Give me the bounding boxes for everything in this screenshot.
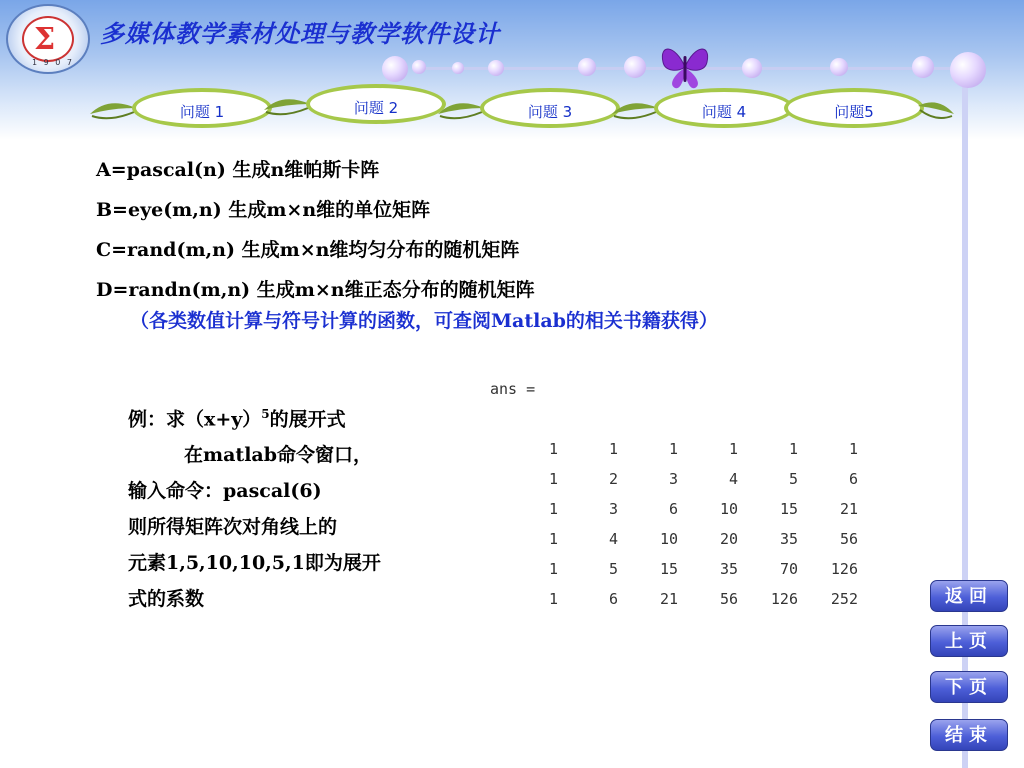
example-exponent: 5 — [261, 407, 270, 421]
tab-oval — [306, 84, 446, 124]
decor-bubble — [452, 62, 464, 74]
matrix-row — [498, 584, 858, 614]
matrix-cell: 1 — [548, 590, 558, 608]
matrix-cell: 10 — [659, 530, 678, 548]
tab-oval — [784, 88, 924, 128]
matrix-cell: 1 — [848, 440, 858, 458]
example-line-6: 式的系数 — [128, 588, 205, 611]
matrix-cell: 6 — [848, 470, 858, 488]
tab-oval — [480, 88, 620, 128]
tab-problem-3[interactable] — [436, 88, 626, 130]
function-line-pascal: A=pascal(n) 生成n维帕斯卡阵 — [96, 159, 380, 181]
matrix-cell: 15 — [779, 500, 798, 518]
matrix-cell: 252 — [830, 590, 858, 608]
matrix-row — [498, 464, 858, 494]
matrix-cell: 1 — [728, 440, 738, 458]
ans-label: ans = — [490, 380, 536, 398]
tab-label: 问题5 — [834, 103, 874, 121]
matrix-row — [498, 554, 858, 584]
example-line-4: 则所得矩阵次对角线上的 — [128, 516, 338, 539]
matrix-cell: 1 — [548, 500, 558, 518]
leaf-icon — [916, 94, 956, 124]
matrix-cell: 1 — [608, 440, 618, 458]
matrix-cell: 1 — [788, 440, 798, 458]
tab-label: 问题 2 — [353, 99, 399, 117]
leaf-icon — [436, 94, 486, 124]
decor-bubble — [912, 56, 934, 78]
example-prefix: 例：求（x+y） — [128, 408, 262, 431]
pascal-matrix — [498, 434, 858, 614]
matrix-row — [498, 494, 858, 524]
matrix-cell: 126 — [830, 560, 858, 578]
matrix-cell: 15 — [659, 560, 678, 578]
example-line-2: 在matlab命令窗口， — [184, 444, 373, 467]
matrix-row — [498, 524, 858, 554]
leaf-icon — [610, 94, 660, 124]
example-text — [128, 396, 381, 617]
back-button[interactable]: 返回 — [930, 580, 1008, 612]
matrix-cell: 1 — [548, 470, 558, 488]
matrix-row — [498, 434, 858, 464]
function-line-randn: D=randn(m,n) 生成m×n维正态分布的随机矩阵 — [96, 279, 535, 301]
matrix-cell: 1 — [548, 440, 558, 458]
topic-tabs — [88, 82, 958, 134]
function-list — [96, 150, 535, 310]
school-logo — [6, 4, 90, 74]
matrix-cell: 35 — [719, 560, 738, 578]
matrix-cell: 70 — [779, 560, 798, 578]
tab-problem-2[interactable] — [262, 84, 452, 126]
decor-bubble — [624, 56, 646, 78]
matrix-cell: 4 — [728, 470, 738, 488]
course-title: 多媒体教学素材处理与教学软件设计 — [100, 20, 500, 48]
matrix-cell: 21 — [659, 590, 678, 608]
matrix-cell: 1 — [668, 440, 678, 458]
matlab-output — [488, 376, 868, 606]
logo-mark: Σ — [34, 22, 56, 57]
matrix-cell: 1 — [548, 560, 558, 578]
decor-bubble — [382, 56, 408, 82]
decor-bubble — [488, 60, 504, 76]
matrix-cell: 2 — [608, 470, 618, 488]
matrix-cell: 126 — [770, 590, 798, 608]
decor-bubble — [412, 60, 426, 74]
example-line-5: 元素1,5,10,10,5,1即为展开 — [128, 552, 381, 575]
matrix-cell: 56 — [839, 530, 858, 548]
matrix-cell: 5 — [608, 560, 618, 578]
example-line-3: 输入命令：pascal(6) — [128, 480, 322, 503]
matrix-cell: 4 — [608, 530, 618, 548]
next-page-button[interactable]: 下页 — [930, 671, 1008, 703]
decor-bubble — [742, 58, 762, 78]
logo-year: 1 9 0 7 — [32, 58, 74, 67]
tab-oval — [132, 88, 272, 128]
tab-label: 问题 4 — [701, 103, 747, 121]
end-button[interactable]: 结束 — [930, 719, 1008, 751]
matrix-cell: 35 — [779, 530, 798, 548]
function-line-rand: C=rand(m,n) 生成m×n维均匀分布的随机矩阵 — [96, 239, 520, 261]
leaf-icon — [262, 90, 312, 120]
matrix-cell: 20 — [719, 530, 738, 548]
tab-label: 问题 3 — [527, 103, 573, 121]
matrix-cell: 3 — [668, 470, 678, 488]
tab-problem-1[interactable] — [88, 88, 278, 130]
function-line-eye: B=eye(m,n) 生成m×n维的单位矩阵 — [96, 199, 431, 221]
example-suffix: 的展开式 — [269, 408, 346, 431]
matrix-cell: 56 — [719, 590, 738, 608]
matrix-cell: 5 — [788, 470, 798, 488]
decor-bubble — [830, 58, 848, 76]
reference-note: （各类数值计算与符号计算的函数，可查阅Matlab的相关书籍获得） — [130, 310, 718, 332]
previous-page-button[interactable]: 上页 — [930, 625, 1008, 657]
example-line-1 — [128, 396, 381, 437]
matrix-cell: 10 — [719, 500, 738, 518]
matrix-cell: 6 — [608, 590, 618, 608]
decor-bubble — [578, 58, 596, 76]
matrix-cell: 3 — [608, 500, 618, 518]
leaf-icon — [88, 94, 138, 124]
tab-problem-5[interactable] — [740, 88, 954, 130]
decor-vertical-line — [962, 67, 968, 768]
tab-label: 问题 1 — [179, 103, 225, 121]
matrix-cell: 21 — [839, 500, 858, 518]
matrix-cell: 1 — [548, 530, 558, 548]
matrix-cell: 6 — [668, 500, 678, 518]
